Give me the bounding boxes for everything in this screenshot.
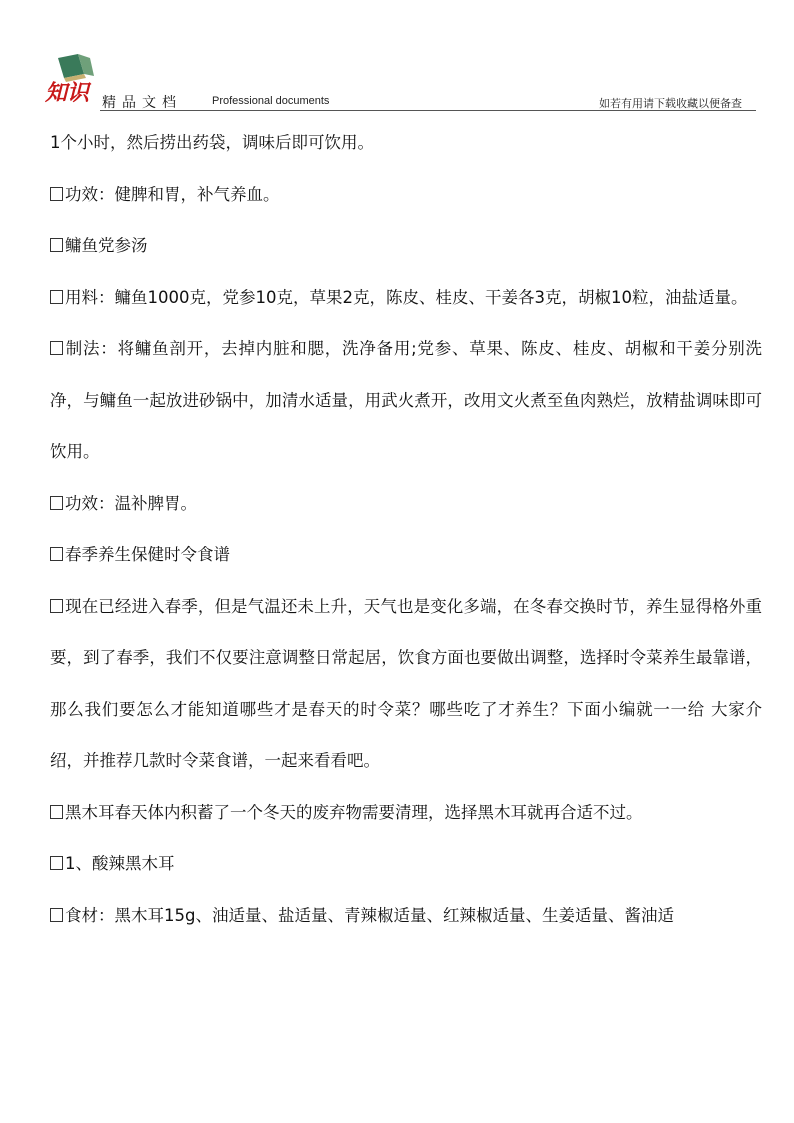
paragraph (50, 838, 762, 890)
paragraph (50, 478, 762, 530)
bullet-box-icon (50, 238, 63, 252)
paragraph-text: 功效：温补脾胃。 (65, 493, 197, 513)
paragraph (50, 890, 762, 942)
bullet-box-icon (50, 496, 63, 510)
bullet-box-icon (50, 547, 63, 561)
logo-book-icon (44, 52, 100, 106)
paragraph (50, 272, 762, 324)
bullet-box-icon (50, 290, 63, 304)
paragraph-text: 食材：黑木耳15g、油适量、盐适量、青辣椒适量、红辣椒适量、生姜适量、酱油适 (65, 905, 674, 925)
paragraph-text: 鳙鱼党参汤 (65, 236, 148, 255)
header-divider (100, 110, 756, 111)
paragraph (50, 117, 762, 169)
document-body (50, 117, 762, 941)
bullet-box-icon (50, 805, 63, 819)
bullet-box-icon (50, 341, 63, 355)
bullet-box-icon (50, 908, 63, 922)
bullet-box-icon (50, 599, 63, 613)
bullet-box-icon (50, 187, 63, 201)
paragraph-text: 1个小时，然后捞出药袋，调味后即可饮用。 (50, 133, 374, 152)
header-title: 精品文档 (102, 95, 182, 111)
paragraph (50, 220, 762, 272)
paragraph-text: 现在已经进入春季，但是气温还未上升，天气也是变化多端，在冬春交换时节，养生显得格外重要，到了春季，我们不仅要注意调整日常起居，饮食方面也要做出调整，选择时令菜养生最靠谱，那么我们要怎么才能知道哪些才是春天的时令菜？哪些吃了才养生？下面小编就一一给 大家介绍，并推荐几款时令菜食谱，一起来看看吧。 (50, 596, 762, 770)
paragraph-text: 黑木耳春天体内积蓄了一个冬天的废弃物需要清理，选择黑木耳就再合适不过。 (65, 802, 643, 822)
paragraph-text: 春季养生保健时令食谱 (65, 545, 230, 564)
header-subtitle: Professional documents (212, 95, 330, 107)
paragraph-text: 制法：将鳙鱼剖开，去掉内脏和腮，洗净备用;党参、草果、陈皮、桂皮、胡椒和干姜分别洗净，与鳙鱼一起放进砂锅中，加清水适量，用武火煮开，改用文火煮至鱼肉熟烂，放精盐调味即可饮用。 (50, 339, 762, 461)
paragraph-text: 用料：鳙鱼1000克，党参10克，草果2克，陈皮、桂皮、干姜各3克，胡椒10粒，油盐适量。 (65, 287, 748, 307)
paragraph (50, 529, 762, 581)
logo-text: 知识 (45, 80, 90, 106)
page-header (0, 0, 794, 115)
header-right-note: 如若有用请下载收藏以便备查 (599, 97, 742, 110)
paragraph (50, 581, 762, 787)
paragraph (50, 169, 762, 221)
paragraph-text: 功效：健脾和胃，补气养血。 (65, 184, 280, 204)
paragraph (50, 787, 762, 839)
paragraph (50, 323, 762, 478)
bullet-box-icon (50, 856, 63, 870)
paragraph-text: 1、酸辣黑木耳 (65, 854, 175, 873)
